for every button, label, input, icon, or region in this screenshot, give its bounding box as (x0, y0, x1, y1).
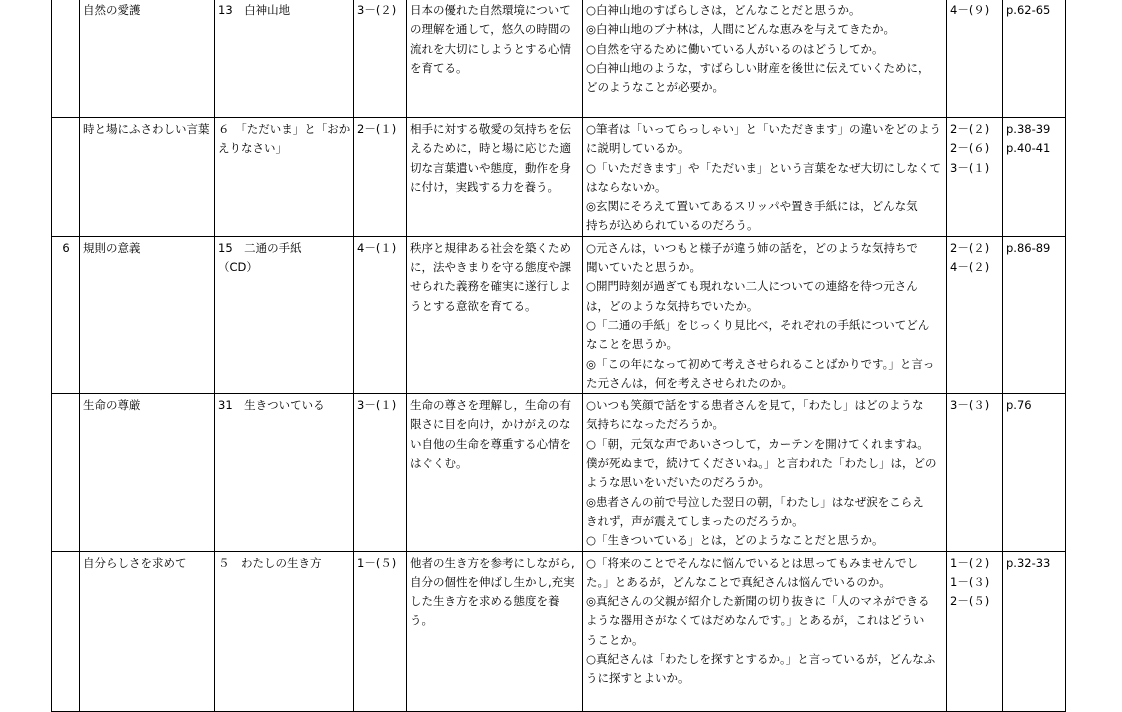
related-item: 2－(２) (950, 240, 990, 255)
question-line: ような器用さがなくてはだめなんです。」とあるが，これはどうい (586, 613, 925, 628)
question-line: ◎「この年になって初めて考えさせられることばかりです。」と言っ (586, 356, 935, 371)
table-body (52, 0, 1066, 711)
question-line: ○「朝，元気な声であいさつして，カーテンを開けてくれますね。 (586, 436, 929, 451)
question-line: なことを思うか。 (586, 337, 678, 352)
question-line: に説明しているか。 (586, 141, 690, 156)
related-item: 1－(３) (950, 574, 990, 589)
month-cell (52, 551, 80, 711)
table-row (52, 551, 1066, 711)
page-ref: p.38-39 (1006, 122, 1051, 136)
aim-cell: 他者の生き方を参考にしながら,自分の個性を伸ばし生かし,充実した生き方を求める態度を養う。 (407, 551, 583, 711)
questions-cell (583, 551, 947, 711)
related-items-cell (947, 394, 1003, 551)
month-cell: 6 (52, 236, 80, 393)
related-item: 2－(２) (950, 122, 990, 136)
lesson-plan-table (51, 0, 1066, 712)
page-ref: p.76 (1006, 398, 1032, 413)
theme-cell: 規則の意義 (80, 236, 215, 393)
material-cell: 13 白神山地 (215, 0, 354, 118)
aim-cell: 相手に対する敬愛の気持ちを伝えるために，時と場に応じた適切な言葉遣いや態度，動作を身に付け，実践する力を養う。 (407, 118, 583, 237)
related-item: 2－(５) (950, 594, 990, 609)
question-line: ○「二通の手紙」をじっくり見比べ，それぞれの手紙についてどん (586, 317, 930, 332)
question-line: ○いつも笑顔で話をする患者さんを見て，「わたし」はどのような (586, 398, 924, 413)
related-items-cell (947, 236, 1003, 393)
month-cell (52, 118, 80, 237)
related-item: 4－(２) (950, 260, 990, 275)
page-ref-cell (1003, 236, 1066, 393)
page-ref: p.40-41 (1006, 141, 1051, 156)
question-line: ○白神山地のような，すばらしい財産を後世に伝えていくために， (586, 60, 930, 75)
item-cell: 3－(１) (354, 394, 407, 551)
material-cell: 31 生きついている (215, 394, 354, 551)
question-line: ◎白神山地のブナ林は，人間にどんな恵みを与えてきたか。 (586, 22, 896, 37)
page-ref: p.32-33 (1006, 555, 1051, 570)
table-row (52, 0, 1066, 118)
related-items-cell (947, 0, 1003, 118)
question-line: 持ちが込められているのだろう。 (586, 218, 759, 233)
related-item: 3－(１) (950, 160, 990, 175)
page-ref: p.86-89 (1006, 240, 1051, 255)
theme-cell: 自分らしさを求めて (80, 551, 215, 711)
question-line: はならないか。 (586, 179, 667, 194)
questions-cell (583, 394, 947, 551)
question-line: 聞いていたと思うか。 (586, 260, 701, 275)
questions-cell (583, 118, 947, 237)
related-item: 3－(３) (950, 398, 990, 413)
material-cell: ５ わたしの生き方 (215, 551, 354, 711)
question-line: うことか。 (586, 632, 644, 647)
question-line: 僕が死ぬまで，続けてくださいね。」と言われた「わたし」は，どの (586, 456, 937, 471)
month-cell (52, 394, 80, 551)
theme-cell: 生命の尊厳 (80, 394, 215, 551)
questions-cell (583, 0, 947, 118)
table-row (52, 236, 1066, 393)
item-cell: 2－(１) (354, 118, 407, 237)
related-items-cell (947, 118, 1003, 237)
month-cell (52, 0, 80, 118)
material-cell: ６ 「ただいま」と「おかえりなさい」 (215, 118, 354, 237)
material-cell: 15 二通の手紙 （CD） (215, 236, 354, 393)
question-line: 気持ちになっただろうか。 (586, 417, 724, 432)
page-ref-cell (1003, 394, 1066, 551)
question-line: どのようなことが必要か。 (586, 80, 724, 95)
item-cell: 3－(２) (354, 0, 407, 118)
page-ref-cell (1003, 0, 1066, 118)
question-line: ○筆者は「いってらっしゃい」と「いただきます」の違いをどのよう (586, 122, 942, 136)
aim-cell: 生命の尊さを理解し，生命の有限さに目を向け，かけがえのない自他の生命を尊重する心情をはぐくむ。 (407, 394, 583, 551)
question-line: た元さんは，何を考えさせられたのか。 (586, 375, 793, 390)
question-line: た。」とあるが，どんなことで真紀さんは悩んでいるのか。 (586, 574, 891, 589)
question-line: ○元さんは，いつもと様子が違う姉の話を，どのような気持ちで (586, 240, 918, 255)
question-line: ○「将来のことでそんなに悩んでいるとは思ってもみませんでし (586, 555, 919, 570)
theme-cell: 自然の愛護 (80, 0, 215, 118)
question-line: ○自然を守るために働いている人がいるのはどうしてか。 (586, 41, 884, 56)
page-ref-cell (1003, 551, 1066, 711)
question-line: ◎真紀さんの父親が紹介した新聞の切り抜きに「人のマネができる (586, 594, 930, 609)
table-row (52, 394, 1066, 551)
question-line: ○開門時刻が過ぎても現れない二人についての連絡を待つ元さん (586, 279, 918, 294)
related-items-cell (947, 551, 1003, 711)
question-line: ◎患者さんの前で号泣した翌日の朝，「わたし」はなぜ涙をこらえ (586, 494, 924, 509)
question-line: うに探すとよいか。 (586, 671, 690, 686)
question-line: ○白神山地のすばらしさは，どんなことだと思うか。 (586, 3, 861, 17)
question-line: は，どのような気持ちでいたか。 (586, 298, 759, 313)
question-line: ○「いただきます」や「ただいま」という言葉をなぜ大切にしなくて (586, 160, 942, 175)
theme-cell: 時と場にふさわしい言葉 (80, 118, 215, 237)
table-row (52, 118, 1066, 237)
aim-cell: 秩序と規律ある社会を築くために，法やきまりを守る態度や課せられた義務を確実に遂行しようとする意欲を育てる。 (407, 236, 583, 393)
item-cell: 1－(５) (354, 551, 407, 711)
item-cell: 4－(１) (354, 236, 407, 393)
related-item: 2－(６) (950, 141, 990, 156)
questions-cell (583, 236, 947, 393)
question-line: ○「生きついている」とは，どのようなことだと思うか。 (586, 533, 884, 548)
question-line: ◎玄関にそろえて置いてあるスリッパや置き手紙には，どんな気 (586, 199, 918, 214)
related-item: 4－(９) (950, 3, 990, 17)
aim-cell: 日本の優れた自然環境についての理解を通して，悠久の時間の流れを大切にしようとする心情を育てる。 (407, 0, 583, 118)
page-ref-cell (1003, 118, 1066, 237)
question-line: きれず，声が震えてしまったのだろうか。 (586, 513, 804, 528)
page-ref: p.62-65 (1006, 3, 1051, 17)
question-line: ○真紀さんは「わたしを探すとするか。」と言っているが，どんなふ (586, 652, 936, 667)
question-line: ような思いをいだいたのだろうか。 (586, 475, 770, 490)
related-item: 1－(２) (950, 555, 990, 570)
